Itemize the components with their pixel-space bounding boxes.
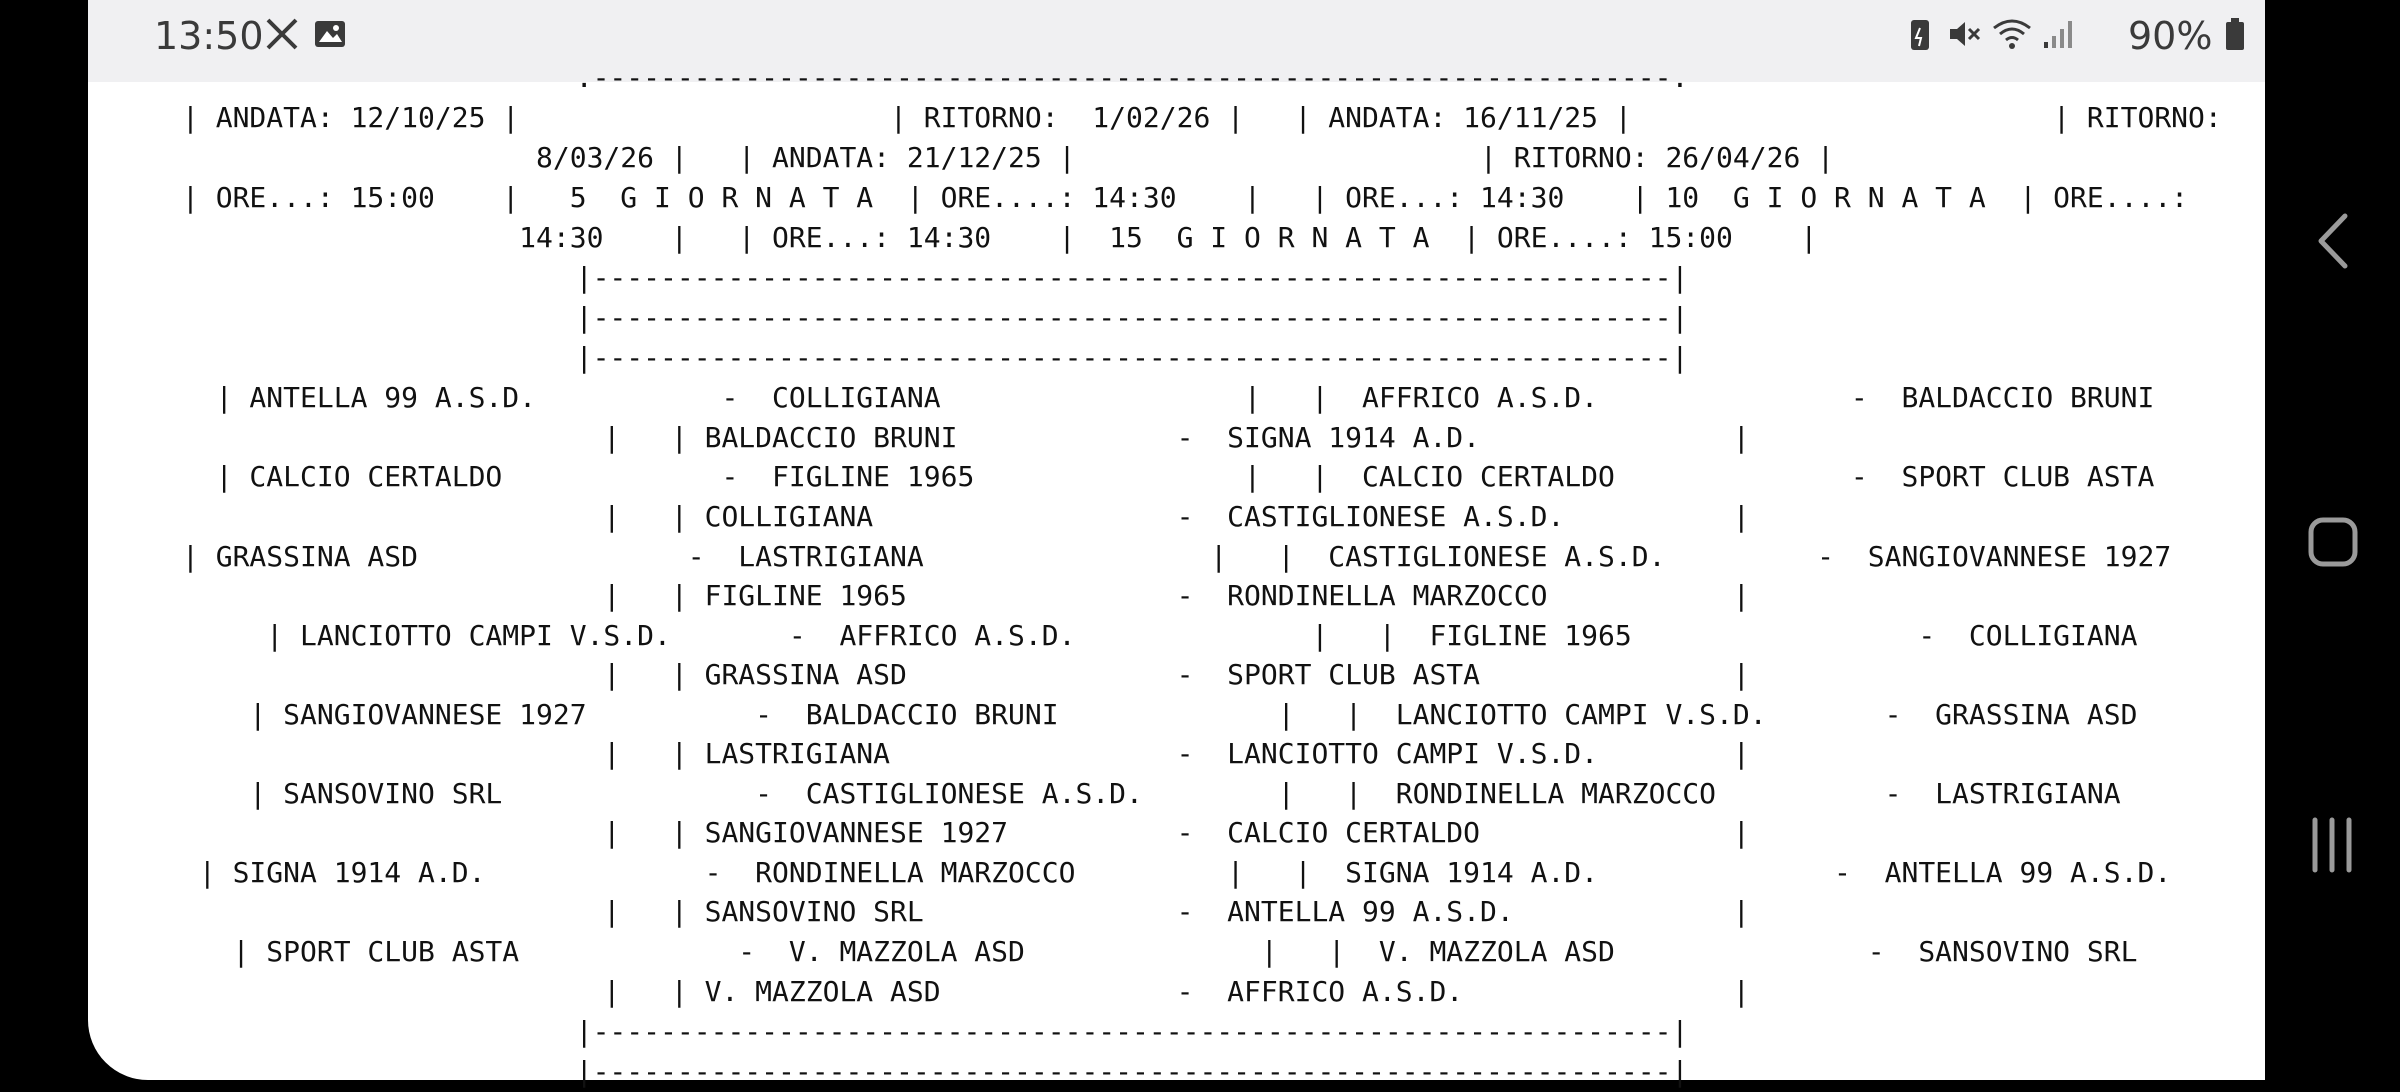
schedule-line: |----------------------------------------------------------------|: [188, 261, 1689, 294]
schedule-line: |----------------------------------------------------------------|: [188, 1015, 1689, 1048]
schedule-line: | ORE...: 15:00 | 5 G I O R N A T A | ORE....: 14:30 | | ORE...: 14:30 | 10 G I O R N A T A | ORE....:: [182, 181, 2189, 214]
schedule-line: | | LASTRIGIANA - LANCIOTTO CAMPI V.S.D. |: [182, 737, 1750, 770]
home-square-icon: [2265, 498, 2400, 588]
recents-button[interactable]: [2265, 800, 2400, 890]
schedule-line: .----------------------------------------------------------------.: [188, 61, 1689, 94]
schedule-line: |----------------------------------------------------------------|: [188, 341, 1689, 374]
wifi-icon: [1992, 16, 2032, 52]
schedule-line: | | COLLIGIANA - CASTIGLIONESE A.S.D. |: [182, 500, 1750, 533]
schedule-line: | SANGIOVANNESE 1927 - BALDACCIO BRUNI | | LANCIOTTO CAMPI V.S.D. - GRASSINA ASD: [182, 698, 2138, 731]
status-time: 13:50: [154, 14, 264, 58]
battery-saver-icon: [1908, 16, 1932, 52]
battery-percentage: 90%: [2128, 14, 2213, 58]
schedule-line: | ANTELLA 99 A.S.D. - COLLIGIANA | | AFFRICO A.S.D. - BALDACCIO BRUNI: [182, 381, 2155, 414]
phone-screen: [88, 0, 2265, 1088]
schedule-document[interactable]: [88, 61, 2265, 1088]
home-button[interactable]: [2265, 498, 2400, 588]
navigation-bar: [2265, 0, 2400, 1080]
back-button[interactable]: [2265, 196, 2400, 286]
schedule-line: | | FIGLINE 1965 - RONDINELLA MARZOCCO |: [182, 579, 1750, 612]
signal-icon: [2040, 16, 2076, 52]
schedule-line: | SPORT CLUB ASTA - V. MAZZOLA ASD | | V. MAZZOLA ASD - SANSOVINO SRL: [182, 935, 2138, 968]
schedule-line: | | SANSOVINO SRL - ANTELLA 99 A.S.D. |: [182, 895, 1750, 928]
schedule-line: | SANSOVINO SRL - CASTIGLIONESE A.S.D. | | RONDINELLA MARZOCCO - LASTRIGIANA: [182, 777, 2121, 810]
schedule-line: |----------------------------------------------------------------|: [188, 301, 1689, 334]
schedule-line: | GRASSINA ASD - LASTRIGIANA | | CASTIGLIONESE A.S.D. - SANGIOVANNESE 1927: [182, 540, 2172, 573]
schedule-line: | | GRASSINA ASD - SPORT CLUB ASTA |: [182, 658, 1750, 691]
back-chevron-icon: [2265, 196, 2400, 286]
schedule-line: |----------------------------------------------------------------|: [188, 1055, 1689, 1088]
battery-icon: [2224, 16, 2246, 52]
schedule-line: | | V. MAZZOLA ASD - AFFRICO A.S.D. |: [182, 975, 1750, 1008]
mute-icon: [1946, 16, 1982, 52]
x-app-icon: [264, 16, 300, 52]
schedule-line: | CALCIO CERTALDO - FIGLINE 1965 | | CALCIO CERTALDO - SPORT CLUB ASTA: [182, 460, 2155, 493]
gallery-icon: [312, 16, 348, 52]
schedule-line: 8/03/26 | | ANDATA: 21/12/25 | | RITORNO: 26/04/26 |: [182, 141, 1835, 174]
recents-lines-icon: [2265, 800, 2400, 890]
schedule-line: | ANDATA: 12/10/25 | | RITORNO: 1/02/26 | | ANDATA: 16/11/25 | | RITORNO:: [182, 101, 2222, 134]
schedule-line: | SIGNA 1914 A.D. - RONDINELLA MARZOCCO | | SIGNA 1914 A.D. - ANTELLA 99 A.S.D.: [182, 856, 2172, 889]
schedule-line: 14:30 | | ORE...: 14:30 | 15 G I O R N A T A | ORE....: 15:00 |: [182, 221, 1818, 254]
schedule-line: | | BALDACCIO BRUNI - SIGNA 1914 A.D. |: [182, 421, 1750, 454]
schedule-line: | | SANGIOVANNESE 1927 - CALCIO CERTALDO |: [182, 816, 1750, 849]
schedule-line: | LANCIOTTO CAMPI V.S.D. - AFFRICO A.S.D. | | FIGLINE 1965 - COLLIGIANA: [182, 619, 2138, 652]
